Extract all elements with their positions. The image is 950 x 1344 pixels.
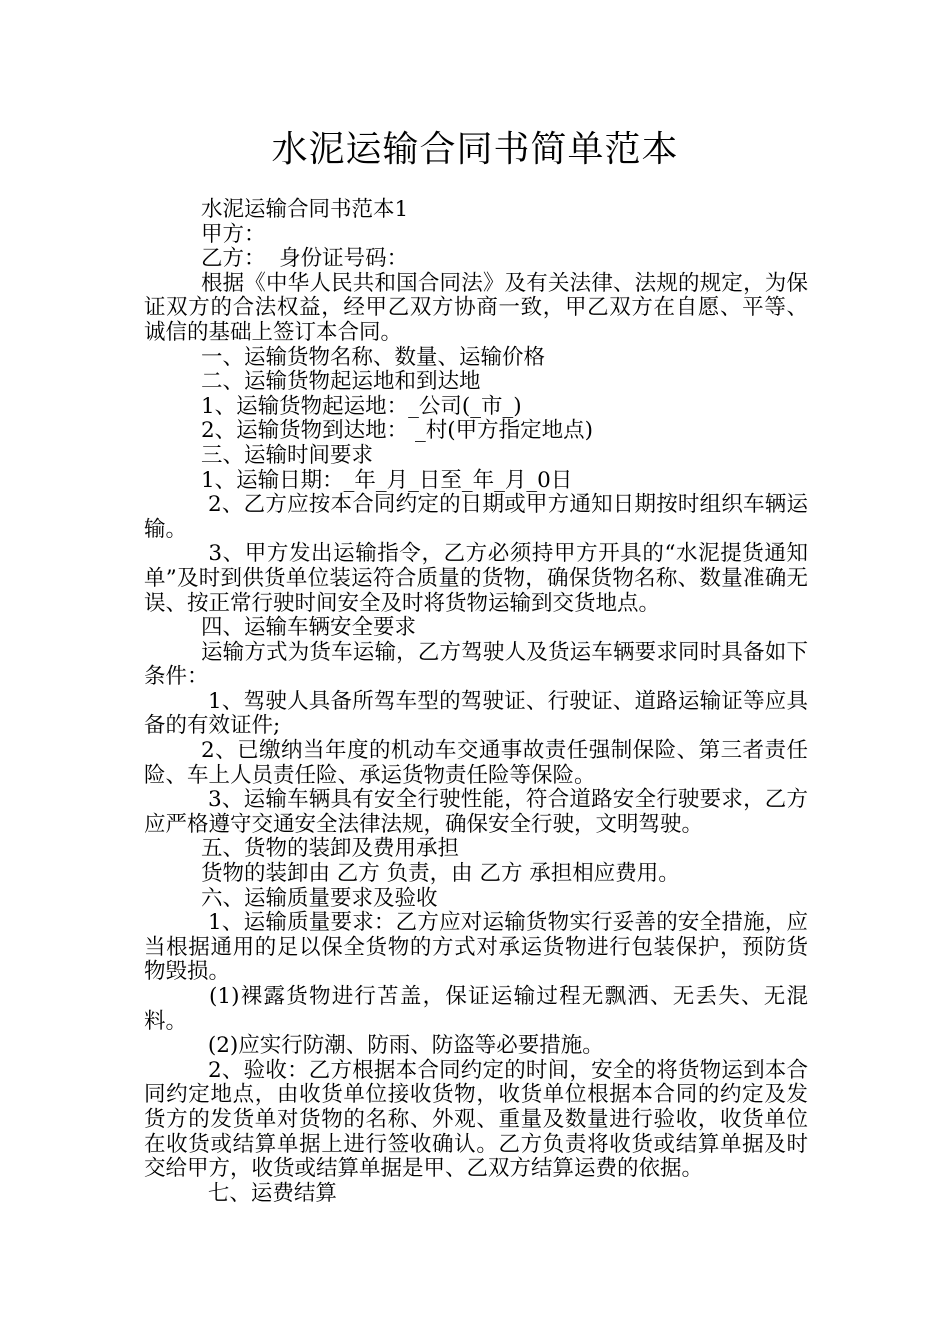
paragraph: 七、运费结算 (200, 1180, 337, 1206)
paragraph: 二、运输货物起运地和到达地 (200, 369, 481, 395)
paragraph: 四、运输车辆安全要求 (200, 615, 416, 641)
paragraph: 1、运输货物起运地：_公司(_市_) (200, 393, 522, 419)
paragraph: 乙方： 身份证号码： (200, 246, 409, 272)
paragraph: 1、运输日期：_年_月_日至_年_月_0日 (200, 467, 573, 493)
paragraph: 2、乙方应按本合同约定的日期或甲方通知日期按时组织车辆运输。 (144, 492, 808, 542)
document-body (144, 198, 808, 1206)
paragraph: 甲方： (200, 221, 266, 247)
paragraph: 水泥运输合同书范本1 (200, 197, 409, 222)
document-title: 水泥运输合同书简单范本 (271, 129, 679, 170)
paragraph: (2)应实行防潮、防雨、防盗等必要措施。 (200, 1033, 604, 1059)
paragraph: 运输方式为货车运输，乙方驾驶人及货运车辆要求同时具备如下条件： (144, 639, 808, 690)
paragraph: (1)裸露货物进行苫盖，保证运输过程无飘洒、无丢失、无混料。 (144, 984, 808, 1034)
paragraph: 2、验收：乙方根据本合同约定的时间，安全的将货物运到本合同约定地点，由收货单位接收货物，收货单位根据本合同的约定及发货方的发货单对货物的名称、外观、重量及数量进行验收，收货单位在收货或结算单据上进行签收确认。乙方负责将收货或结算单据及时交给甲方，收货或结算单据是甲、乙双方结算运费的依据。 (144, 1057, 808, 1182)
paragraph: 2、运输货物到达地： _村(甲方指定地点) (200, 418, 594, 444)
paragraph: 根据《中华人民共和国合同法》及有关法律、法规的规定，为保证双方的合法权益，经甲乙双方协商一致，甲乙双方在自愿、平等、诚信的基础上签订本合同。 (144, 270, 808, 345)
paragraph: 一、运输货物名称、数量、运输价格 (200, 344, 545, 370)
paragraph: 1、运输质量要求：乙方应对运输货物实行妥善的安全措施，应当根据通用的足以保全货物的方式对承运货物进行包装保护，预防货物毁损。 (144, 910, 808, 985)
paragraph: 六、运输质量要求及验收 (200, 885, 438, 911)
paragraph: 2、已缴纳当年度的机动车交通事故责任强制保险、第三者责任险、车上人员责任险、承运货物责任险等保险。 (144, 738, 808, 788)
paragraph: 3、运输车辆具有安全行驶性能，符合道路安全行驶要求，乙方应严格遵守交通安全法律法规，确保安全行驶，文明驾驶。 (144, 787, 808, 837)
paragraph: 3、甲方发出运输指令，乙方必须持甲方开具的“水泥提货通知单”及时到供货单位装运符合质量的货物，确保货物名称、数量准确无误、按正常行驶时间安全及时将货物运输到交货地点。 (144, 541, 808, 616)
paragraph: 五、货物的装卸及费用承担 (200, 836, 459, 862)
paragraph: 三、运输时间要求 (200, 442, 373, 468)
paragraph: 1、驾驶人具备所驾车型的驾驶证、行驶证、道路运输证等应具备的有效证件; (144, 688, 808, 739)
paragraph: 货物的装卸由 乙方 负责，由 乙方 承担相应费用。 (200, 861, 680, 887)
